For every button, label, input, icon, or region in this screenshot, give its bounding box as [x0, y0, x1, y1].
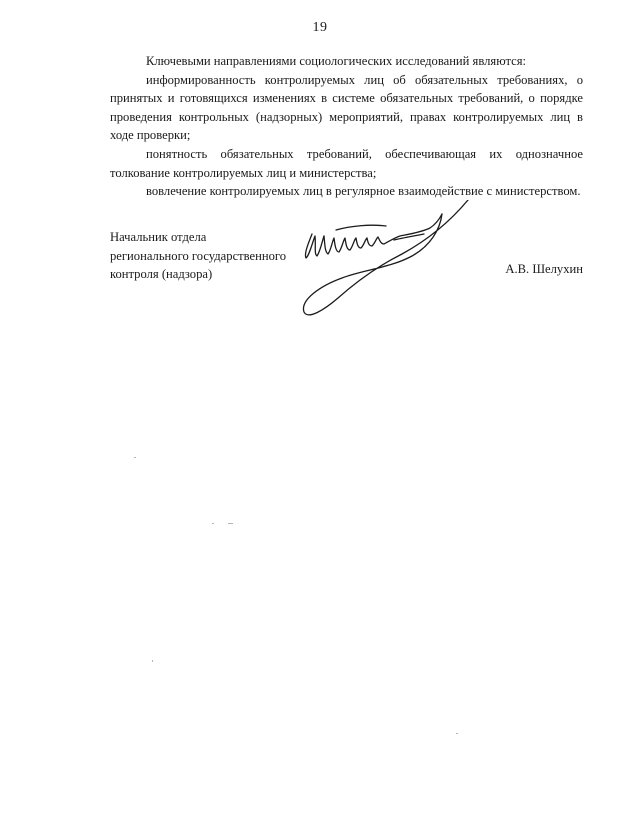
paragraph-awareness: информированность контролируемых лиц об обязательных требованиях, о принятых и готовящихся изменениях в системе обязательных требований, о порядке проведения контрольных (надзорных) мероприятий, правах контролируемых лиц в ходе проверки; — [110, 72, 583, 143]
scan-speck — [152, 660, 153, 662]
scan-speck — [212, 523, 214, 524]
scan-speck — [134, 457, 136, 458]
paragraph-engagement: вовлечение контролируемых лиц в регулярное взаимодействие с министерством. — [146, 184, 581, 199]
body-text — [110, 52, 583, 201]
scan-speck — [228, 523, 233, 524]
page-number: 19 — [312, 20, 328, 35]
signer-position — [110, 228, 320, 284]
signer-name: А.В. Шелухин — [505, 262, 583, 276]
signer-position-line: Начальник отдела — [110, 230, 207, 244]
signer-position-line: регионального государственного — [110, 248, 287, 263]
paragraph-intro: Ключевыми направлениями социологических исследований являются: — [146, 54, 526, 68]
handwritten-signature — [290, 200, 500, 340]
paragraph-clarity: понятность обязательных требований, обеспечивающая их однозначное толкование контролируемых лиц и министерства; — [110, 146, 583, 180]
scan-speck — [456, 733, 458, 734]
signer-position-line: контроля (надзора) — [110, 267, 213, 282]
signature-block — [110, 228, 583, 348]
